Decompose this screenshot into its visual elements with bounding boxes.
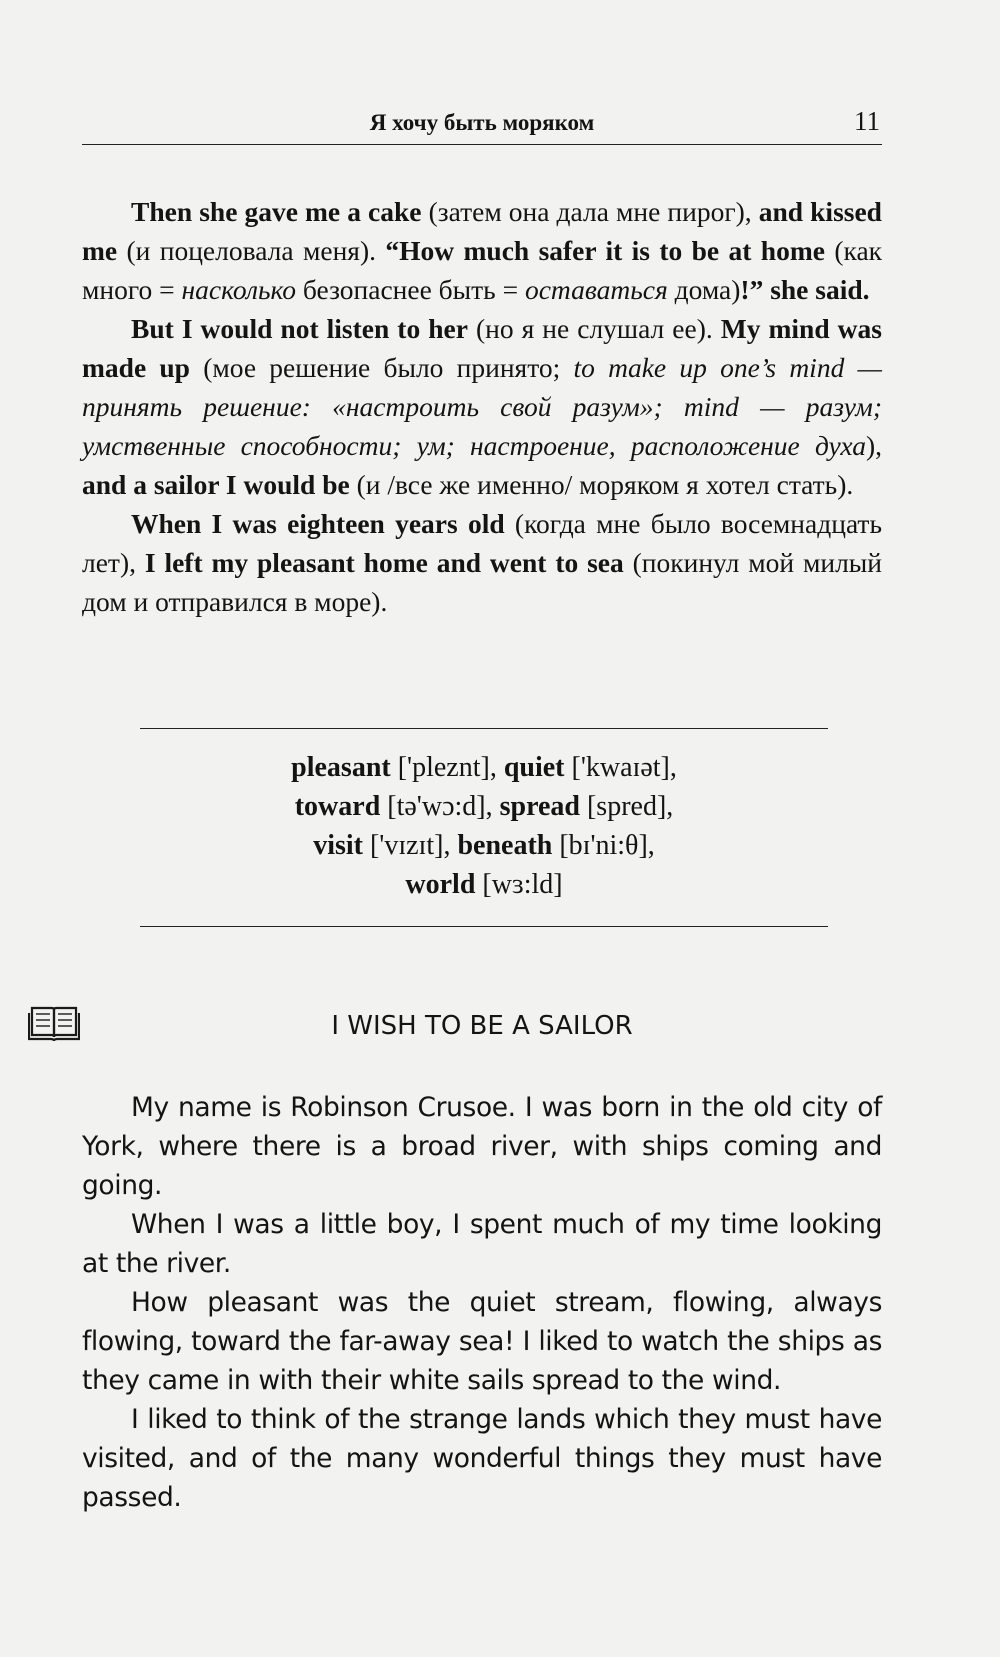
vocabulary-top-rule bbox=[140, 728, 828, 729]
translation: дома) bbox=[667, 274, 741, 305]
running-title: Я хочу быть моряком bbox=[369, 110, 595, 135]
vocab-transcription: [tə'wɔ:d] bbox=[387, 791, 486, 822]
story-paragraph: How pleasant was the quiet stream, flowing, always flowing, toward the far-away sea! I liked to watch the ships as they came in with their white sails spread to the wind. bbox=[82, 1287, 882, 1396]
pronunciation-line bbox=[140, 787, 828, 826]
grammar-note: оставаться bbox=[524, 274, 668, 305]
vocab-separator: , bbox=[489, 752, 504, 783]
english-phrase: I left my pleasant home and went to sea bbox=[144, 547, 624, 578]
section-title: I WISH TO BE A SAILOR bbox=[331, 1011, 633, 1041]
vocab-transcription: ['pleznt] bbox=[397, 752, 490, 783]
translation: (покинул мой милый дом и отправился в море). bbox=[82, 547, 882, 617]
vocab-separator: , bbox=[666, 791, 674, 822]
vocab-word: visit bbox=[313, 830, 363, 861]
vocab-word: toward bbox=[294, 791, 381, 822]
page-number: 11 bbox=[854, 106, 880, 136]
english-phrase: !” she said. bbox=[740, 274, 870, 305]
story-paragraph: My name is Robinson Crusoe. I was born in the old city of York, where there is a broad river, with ships coming and going. bbox=[82, 1092, 882, 1201]
pronunciation-box bbox=[140, 748, 828, 904]
translation: безопаснее быть = bbox=[296, 274, 525, 305]
story-paragraph: When I was a little boy, I spent much of my time looking at the river. bbox=[82, 1209, 882, 1279]
annotated-paragraph bbox=[82, 192, 882, 309]
annotated-paragraph bbox=[82, 504, 882, 621]
vocab-transcription: ['vɪzɪt] bbox=[369, 830, 444, 861]
vocab-word: spread bbox=[499, 791, 580, 822]
vocab-separator: , bbox=[485, 791, 500, 822]
english-phrase: My mind was made up bbox=[82, 313, 882, 383]
page-header bbox=[82, 104, 882, 145]
pronunciation-line bbox=[140, 748, 828, 787]
vocab-transcription: [spred] bbox=[586, 791, 667, 822]
translation: (но я не слушал ее). bbox=[467, 313, 721, 344]
english-phrase: When I was eighteen years old bbox=[131, 508, 505, 539]
annotated-text bbox=[82, 192, 882, 621]
open-book-icon bbox=[28, 1004, 80, 1042]
translation: (как много = bbox=[82, 235, 883, 305]
english-phrase: Then she gave me a cake bbox=[131, 196, 422, 227]
vocab-separator: , bbox=[669, 752, 677, 783]
vocab-word: beneath bbox=[457, 830, 553, 861]
vocab-separator: , bbox=[443, 830, 458, 861]
translation: (мое решение было принято; bbox=[189, 352, 574, 383]
english-phrase: “How much safer it is to be at home bbox=[385, 235, 825, 266]
translation: (и /все же именно/ моряком я хотел стать). bbox=[349, 469, 854, 500]
vocab-word: world bbox=[405, 869, 476, 900]
translation: (когда мне было восемнадцать лет), bbox=[82, 508, 882, 578]
story-text bbox=[82, 1088, 882, 1517]
translation: ), bbox=[865, 430, 882, 461]
story-paragraph: I liked to think of the strange lands which they must have visited, and of the many wonderful things they must have passed. bbox=[82, 1404, 882, 1513]
annotated-paragraph bbox=[82, 309, 882, 504]
english-phrase: and kissed me bbox=[82, 196, 882, 266]
grammar-note: to make up one’s mind — принять решение: «настроить свой разум»; mind — разум; умственные способности; ум; настроение, расположение духа bbox=[82, 352, 882, 461]
vocab-transcription: [wɜ:ld] bbox=[482, 869, 563, 900]
english-phrase: But I would not listen to her bbox=[131, 313, 468, 344]
translation: (и поцеловала меня). bbox=[117, 235, 386, 266]
vocab-transcription: [bɪ'ni:θ] bbox=[559, 830, 648, 861]
english-phrase: and a sailor I would be bbox=[82, 469, 350, 500]
vocab-word: quiet bbox=[503, 752, 565, 783]
vocab-separator: , bbox=[647, 830, 655, 861]
grammar-note: насколько bbox=[181, 274, 297, 305]
pronunciation-line bbox=[140, 865, 828, 904]
vocabulary-bottom-rule bbox=[140, 926, 828, 927]
vocab-transcription: ['kwaɪət] bbox=[571, 752, 670, 783]
vocab-word: pleasant bbox=[291, 752, 391, 783]
pronunciation-line bbox=[140, 826, 828, 865]
translation: (затем она дала мне пирог), bbox=[421, 196, 759, 227]
